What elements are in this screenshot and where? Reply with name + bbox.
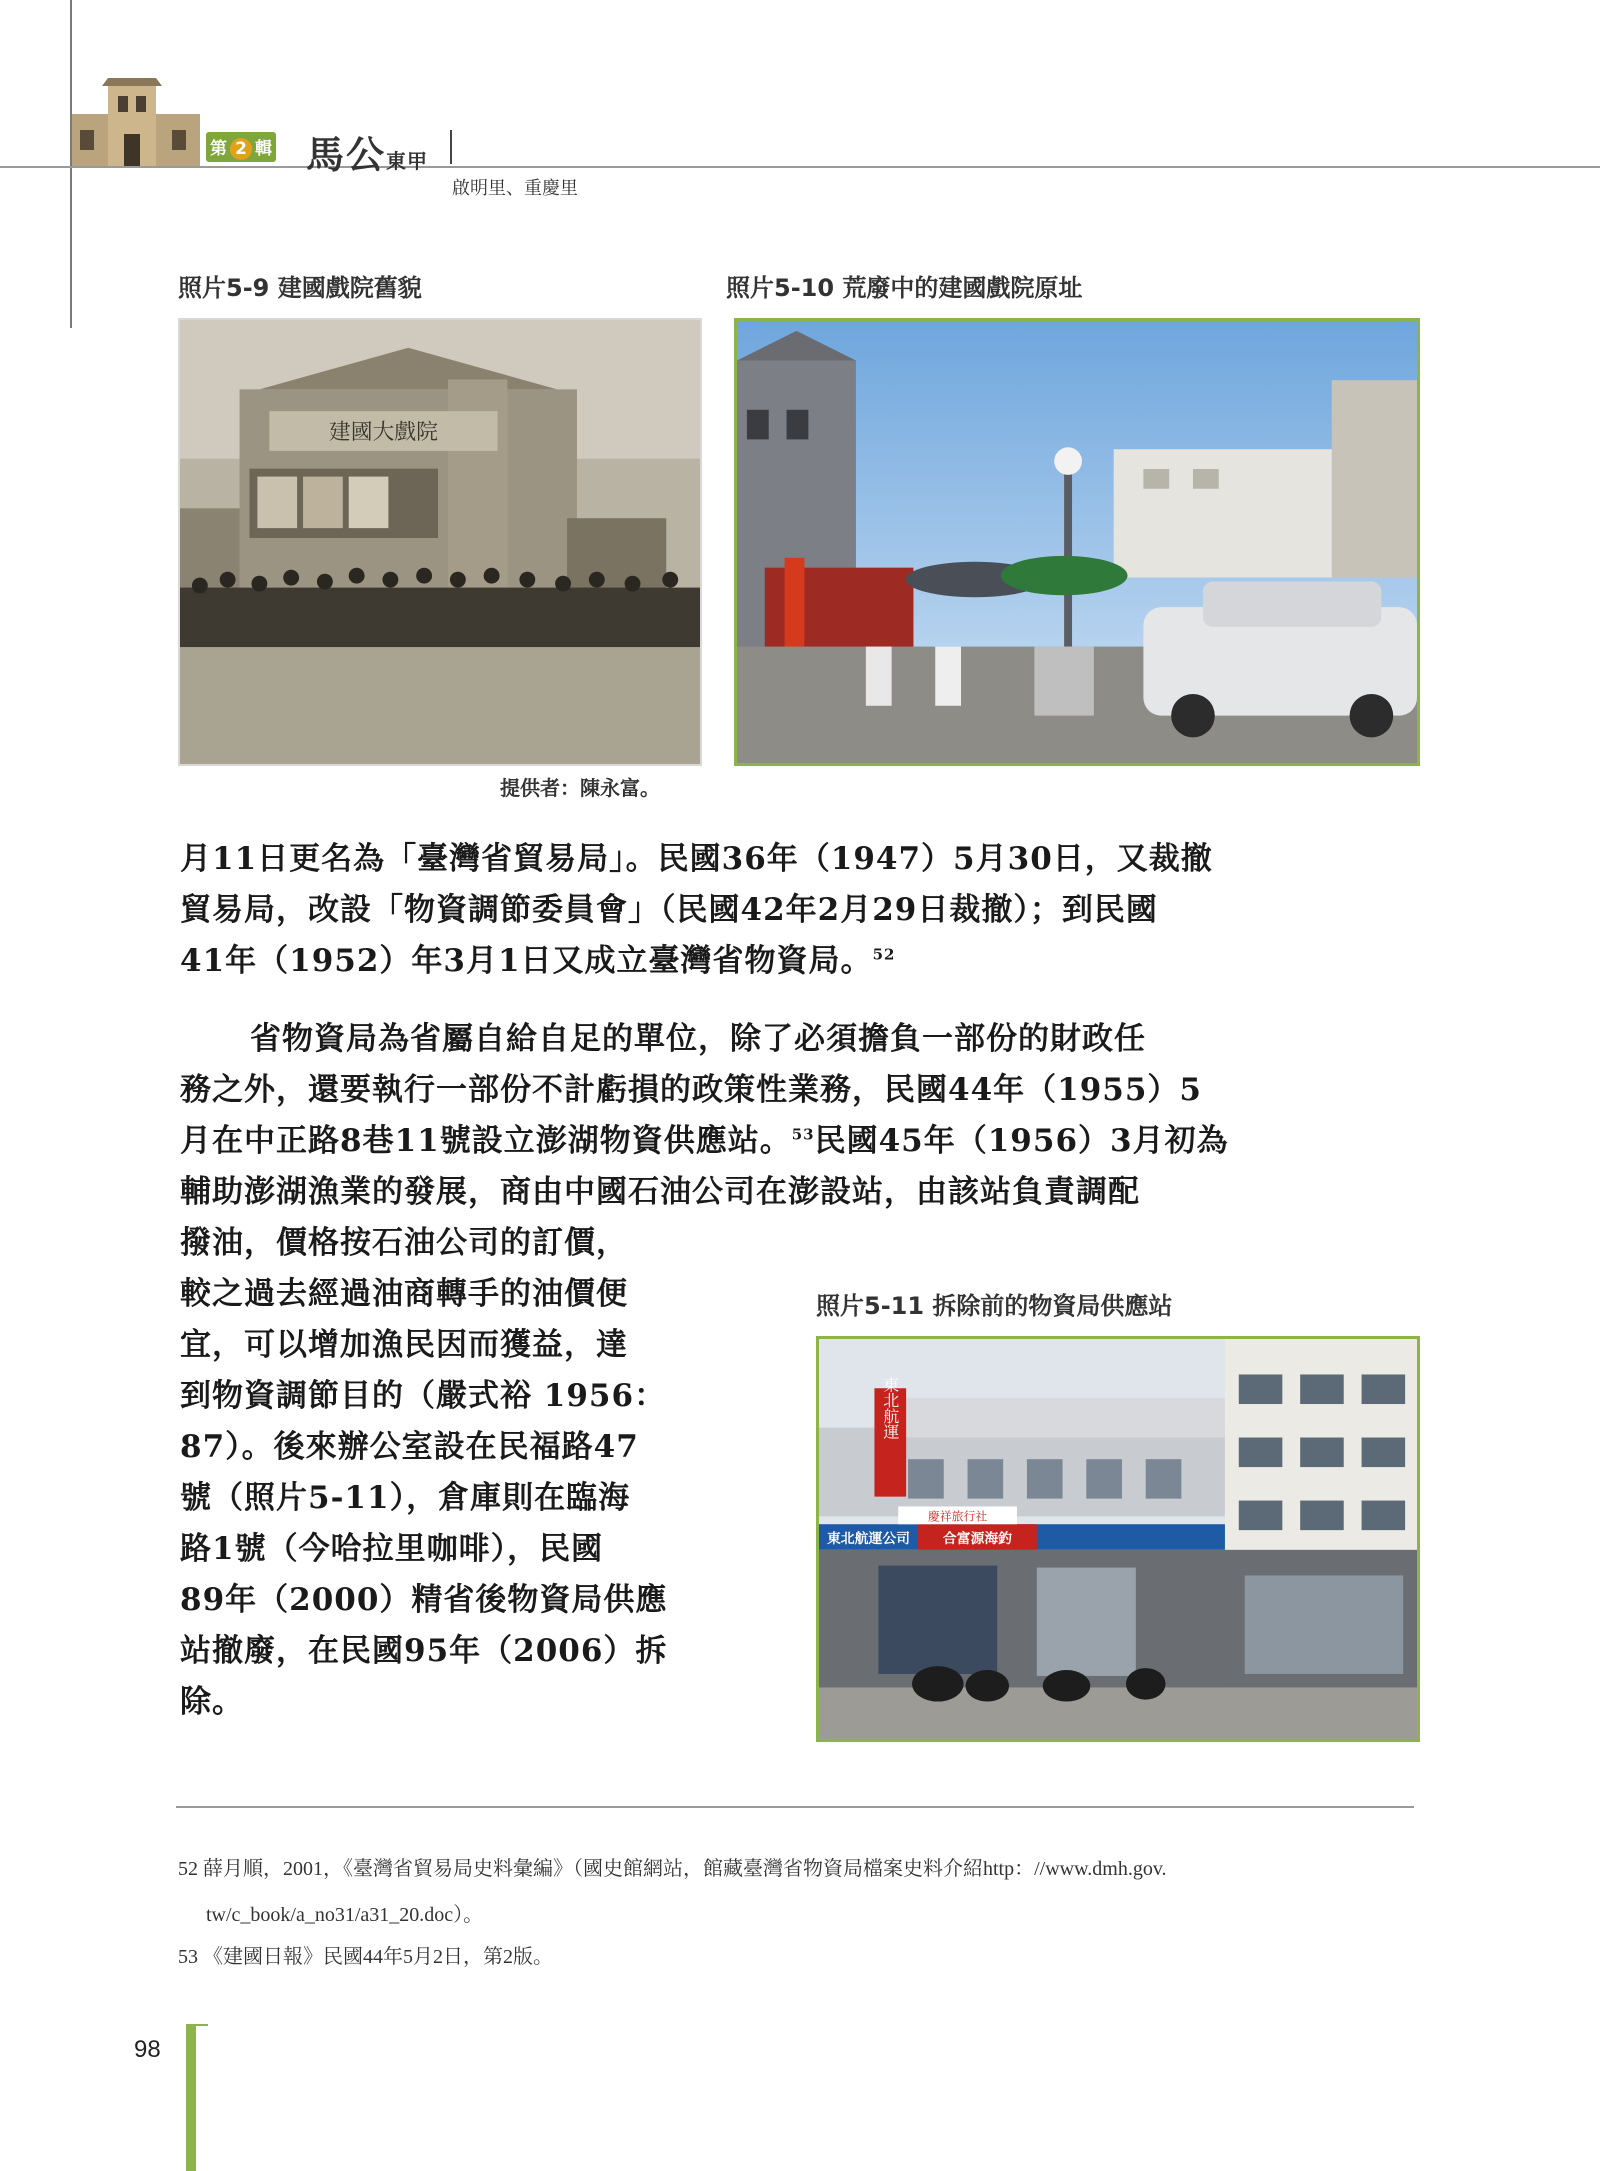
paragraph-2-line-3b: 民國45年（1956）3月初為 [814, 1123, 1229, 1159]
paragraph-2-line-6: 較之過去經過油商轉手的油價便 [180, 1276, 628, 1312]
chapter-badge [206, 134, 276, 160]
book-title [306, 124, 428, 179]
paragraph-2-line-11: 路1號（今哈拉里咖啡），民國 [180, 1531, 604, 1567]
footnote-52-line-2: tw/c_book/a_no31/a31_20.doc）。 [206, 1904, 484, 1926]
paragraph-1-line-1: 月11日更名為「臺灣省貿易局」。民國36年（1947）5月30日，又裁撤 [180, 841, 1213, 877]
paragraph-2-line-14: 除。 [180, 1684, 244, 1720]
paragraph-2-line-9: 87）。後來辦公室設在民福路47 [180, 1429, 639, 1465]
photo-5-9-caption: 照片5-9 建國戲院舊貌 [178, 274, 422, 302]
footnote-ref-53[interactable]: 53 [791, 1125, 815, 1144]
footnote-divider [176, 1806, 1414, 1808]
book-title-small: 東甲 [386, 149, 429, 173]
paragraph-2-line-2: 務之外，還要執行一部份不計虧損的政策性業務，民國44年（1955）5 [180, 1072, 1202, 1108]
paragraph-2-line-12: 89年（2000）精省後物資局供應 [180, 1582, 668, 1618]
paragraph-2-line-1: 省物資局為省屬自給自足的單位，除了必須擔負一部份的財政任 [250, 1021, 1146, 1057]
page-number: 98 [134, 2036, 161, 2063]
paragraph-1-line-3-text: 41年（1952）年3月1日又成立臺灣省物資局。 [180, 943, 873, 979]
book-subtitle: 啟明里、重慶里 [452, 178, 578, 199]
page-accent-bar [186, 2024, 196, 2171]
badge-prefix: 第 [210, 139, 227, 159]
theater-marquee-text: 建國大戲院 [328, 419, 438, 445]
header-horizontal-rule [0, 166, 1600, 168]
sign-blue-text: 東北航運公司 [826, 1530, 911, 1547]
header-title-divider [450, 130, 452, 164]
paragraph-1-line-2: 貿易局，改設「物資調節委員會」（民國42年2月29日裁撤）；到民國 [180, 892, 1158, 928]
photo-5-9-old-theater [178, 318, 702, 766]
paragraph-2-line-8: 到物資調節目的（嚴式裕 1956： [180, 1378, 667, 1414]
paragraph-2-line-7: 宜，可以增加漁民因而獲益，達 [180, 1327, 628, 1363]
footnote-ref-52[interactable]: 52 [872, 945, 896, 964]
paragraph-1 [180, 834, 1420, 987]
paragraph-2-line-4: 輔助澎湖漁業的發展，商由中國石油公司在澎設站，由該站負責調配 [180, 1174, 1140, 1210]
paragraph-2-line-3a: 月在中正路8巷11號設立澎湖物資供應站。 [180, 1123, 792, 1159]
photo-5-11-supply-station [816, 1336, 1420, 1742]
badge-number: 2 [230, 138, 252, 160]
photo-5-10-abandoned-site [734, 318, 1420, 766]
paragraph-2-line-3 [180, 1116, 1420, 1167]
page-accent-tick [186, 2024, 208, 2026]
sign-vertical-text: 東北航運 [880, 1376, 900, 1440]
paragraph-1-line-3 [180, 936, 1420, 987]
paragraph-2-line-10: 號（照片5-11），倉庫則在臨海 [180, 1480, 631, 1516]
building-header-icon [72, 78, 200, 166]
footnote-53: 53 《建國日報》民國44年5月2日，第2版。 [178, 1946, 553, 1968]
photo-5-9-credit: 提供者：陳永富。 [500, 776, 660, 800]
badge-suffix: 輯 [255, 139, 272, 159]
paragraph-2-line-13: 站撤廢，在民國95年（2006）拆 [180, 1633, 668, 1669]
paragraph-2-line-5: 撥油，價格按石油公司的訂價， [180, 1225, 628, 1261]
footnote-52-line-1: 52 薛月順，2001，《臺灣省貿易局史料彙編》（國史館網站，館藏臺灣省物資局檔案史料介紹http：//www.dmh.gov. [178, 1858, 1167, 1880]
photo-5-11-caption: 照片5-11 拆除前的物資局供應站 [816, 1292, 1173, 1320]
sign-red-text: 合富源海釣 [942, 1530, 1013, 1547]
sign-white-text: 慶祥旅行社 [927, 1509, 988, 1524]
book-title-main: 馬公 [306, 132, 387, 177]
photo-5-10-caption: 照片5-10 荒廢中的建國戲院原址 [726, 274, 1083, 302]
